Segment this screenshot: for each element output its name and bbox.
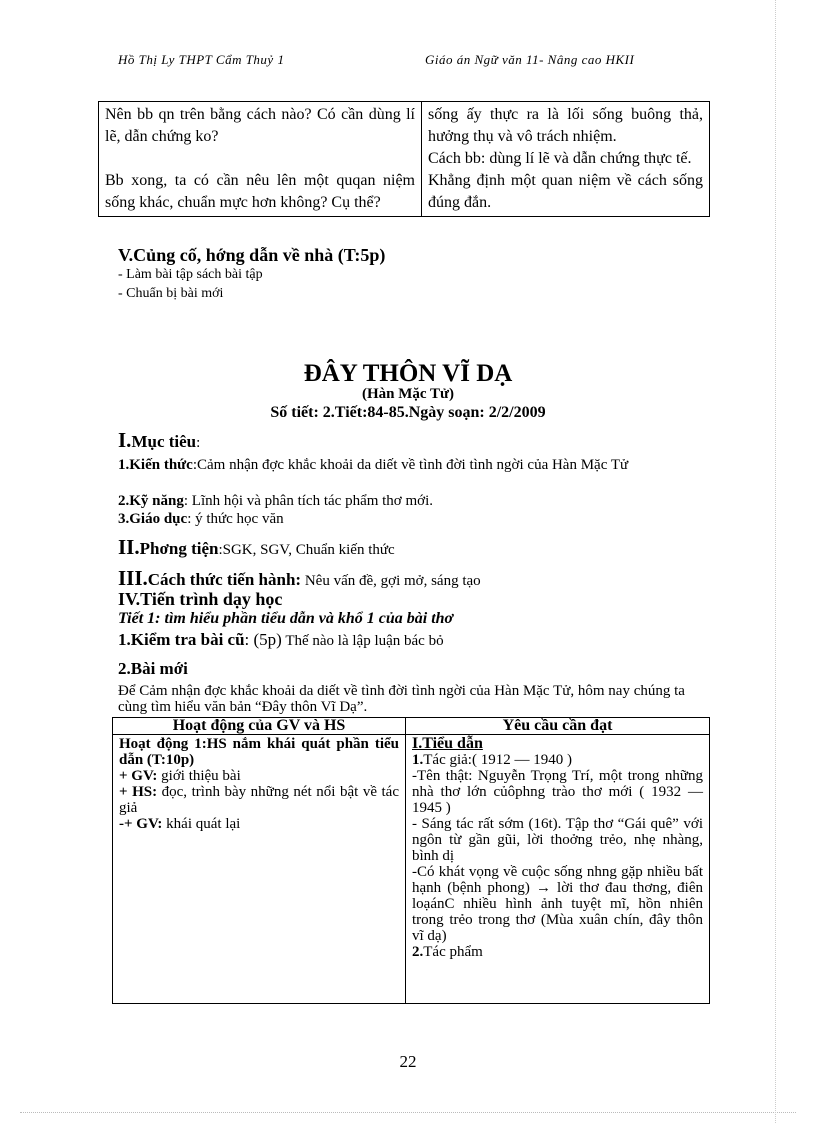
section-1-label: Mục tiêu	[131, 432, 197, 451]
roman-numeral: I.	[118, 428, 132, 452]
section-3-text: Nêu vấn đề, gợi mở, sáng tạo	[301, 573, 481, 589]
hs-task	[119, 784, 399, 816]
gv-label: -+ GV:	[119, 816, 163, 832]
table-cell-right	[422, 102, 710, 217]
question-1: Nên bb qn trên bằng cách nào? Có cần dùng lí lẽ, dẫn chứng ko?	[105, 106, 415, 145]
check-old-lesson	[118, 630, 444, 650]
knowledge-label: 1.Kiến thức	[118, 457, 193, 473]
answer-2: Cách bb: dùng lí lẽ và dẫn chứng thực tế.	[428, 150, 692, 167]
skill-text: : Lĩnh hội và phân tích tác phẩm thơ mới.	[183, 493, 434, 509]
objective-knowledge	[118, 457, 708, 473]
education-label: 3.Giáo dục	[118, 511, 188, 527]
hs-label: + HS:	[119, 784, 158, 800]
answer-1: sống ấy thực ra là lối sống buông thả, hưởng thụ và vô trách nhiệm.	[428, 106, 703, 145]
section-2-text: :SGK, SGV, Chuẩn kiến thức	[218, 542, 395, 558]
col-header-requirement: Yêu cầu cần đạt	[406, 718, 710, 735]
gv-label: + GV:	[119, 768, 158, 784]
section-1-suffix: :	[196, 435, 201, 451]
table-header-row	[113, 718, 710, 735]
author-detail-text: lời thơ đau thơng, điên loạánC nhiều hình ảnh tuyệt mĩ, hồn nhiên trong trẻo trong thơ (Mùa xuân chín, đây thôn vĩ dạ)	[412, 880, 704, 944]
section-5-item: - Chuẩn bị bài mới	[118, 286, 224, 301]
gv-summary	[119, 816, 399, 832]
header-right: Giáo án Ngữ văn 11- Nâng cao HKII	[425, 52, 635, 67]
work-text: Tác phẩm	[423, 944, 483, 960]
answer-3: Khẳng định một quan niệm về cách sống đúng đắn.	[428, 172, 703, 211]
work-number: 2.	[412, 944, 424, 960]
gv-text: giới thiệu bài	[157, 768, 241, 784]
section-5-item: - Làm bài tập sách bài tập	[118, 267, 263, 282]
section-4-heading: IV.Tiến trình dạy học	[118, 589, 283, 609]
author-detail-text: -Có khát vọng về cuộc sống nhng gặp nhiều bất hạnh (bệnh phong)	[412, 864, 703, 896]
author-number: 1.	[412, 752, 424, 768]
requirement-cell	[406, 735, 710, 1004]
page-edge-line	[20, 1112, 796, 1113]
section-5-heading: V.Củng cố, hớng dẫn về nhà (T:5p)	[118, 245, 386, 265]
lesson-meta: Số tiết: 2.Tiết:84-85.Ngày soạn: 2/2/2009	[270, 404, 546, 421]
intro-heading: I.Tiểu dẫn	[412, 735, 483, 752]
section-2-heading	[118, 535, 395, 560]
lesson-intro: Để Cảm nhận đợc khắc khoải da diết về tình đời tình ngời của Hàn Mặc Tử, hôm nay chúng ta cùng tìm hiểu văn bản “Đây thôn Vĩ Dạ”.	[118, 683, 685, 715]
new-lesson-heading	[118, 659, 188, 679]
activity-title: Hoạt động 1:HS nắm khái quát phần tiểu dẫn (T:10p)	[119, 736, 399, 768]
page-edge-line	[775, 0, 776, 1123]
section-3-heading	[118, 566, 481, 591]
section-2-label: Phơng tiện	[139, 539, 219, 558]
author-detail: - Sáng tác rất sớm (16t). Tập thơ “Gái quê” với ngôn từ gần gũi, lời thoởng trẻo, nhẹ nhàng, bình dị	[412, 816, 703, 864]
roman-numeral: III.	[118, 566, 148, 590]
knowledge-text: :Cảm nhận đợc khắc khoải da diết về tình đời tình ngời của Hàn Mặc Tử	[192, 457, 629, 473]
table-cell-left	[99, 102, 422, 217]
gv-intro	[119, 768, 399, 784]
table-row	[113, 735, 710, 1004]
table-row	[99, 102, 710, 217]
author-text: Tác giả:( 1912 — 1940 )	[423, 752, 572, 768]
activity-cell	[113, 735, 406, 1004]
gv-text: khái quát lại	[162, 816, 241, 832]
new-lesson-label: Bài mới	[130, 659, 188, 678]
section-3-label: Cách thức tiến hành:	[147, 570, 302, 589]
check-text: Thế nào là lập luận bác bỏ	[281, 633, 444, 649]
author-detail: -Tên thật: Nguyễn Trọng Trí, một trong những nhà thơ lớn củôphng trào thơ mới ( 1932 — 1945 )	[412, 768, 703, 816]
header-left: Hồ Thị Ly THPT Cẩm Thuỷ 1	[118, 52, 285, 67]
period-title: Tiết 1: tìm hiểu phần tiểu dẫn và khổ 1 của bài thơ	[118, 610, 454, 627]
question-2: Bb xong, ta có cần nêu lên một quqan niệm sống khác, chuẩn mực hơn không? Cụ thể?	[105, 172, 415, 211]
check-label: Kiểm tra bài cũ	[130, 630, 245, 649]
roman-numeral: II.	[118, 535, 140, 559]
section-1-heading	[118, 428, 200, 453]
arrow-icon: →	[536, 880, 551, 896]
check-time: : (5p)	[244, 630, 282, 649]
lesson-author: (Hàn Mặc Tử)	[361, 386, 455, 402]
work-line	[412, 944, 703, 960]
objective-education	[118, 511, 284, 527]
author-line	[412, 752, 703, 768]
page-number: 22	[399, 1052, 417, 1071]
education-text: : ý thức học văn	[187, 511, 284, 527]
hs-text: đọc, trình bày những nét nổi bật về tác giả	[119, 784, 400, 816]
author-detail	[412, 864, 703, 944]
objective-skill	[118, 493, 433, 509]
continuation-table	[98, 101, 710, 217]
check-number: 1.	[118, 630, 131, 649]
lesson-title: ĐÂY THÔN VĨ DẠ	[303, 360, 513, 387]
activity-table	[112, 717, 710, 1004]
new-lesson-number: 2.	[118, 659, 131, 678]
skill-label: 2.Kỹ năng	[118, 493, 184, 509]
col-header-activity: Hoạt động của GV và HS	[113, 718, 406, 735]
